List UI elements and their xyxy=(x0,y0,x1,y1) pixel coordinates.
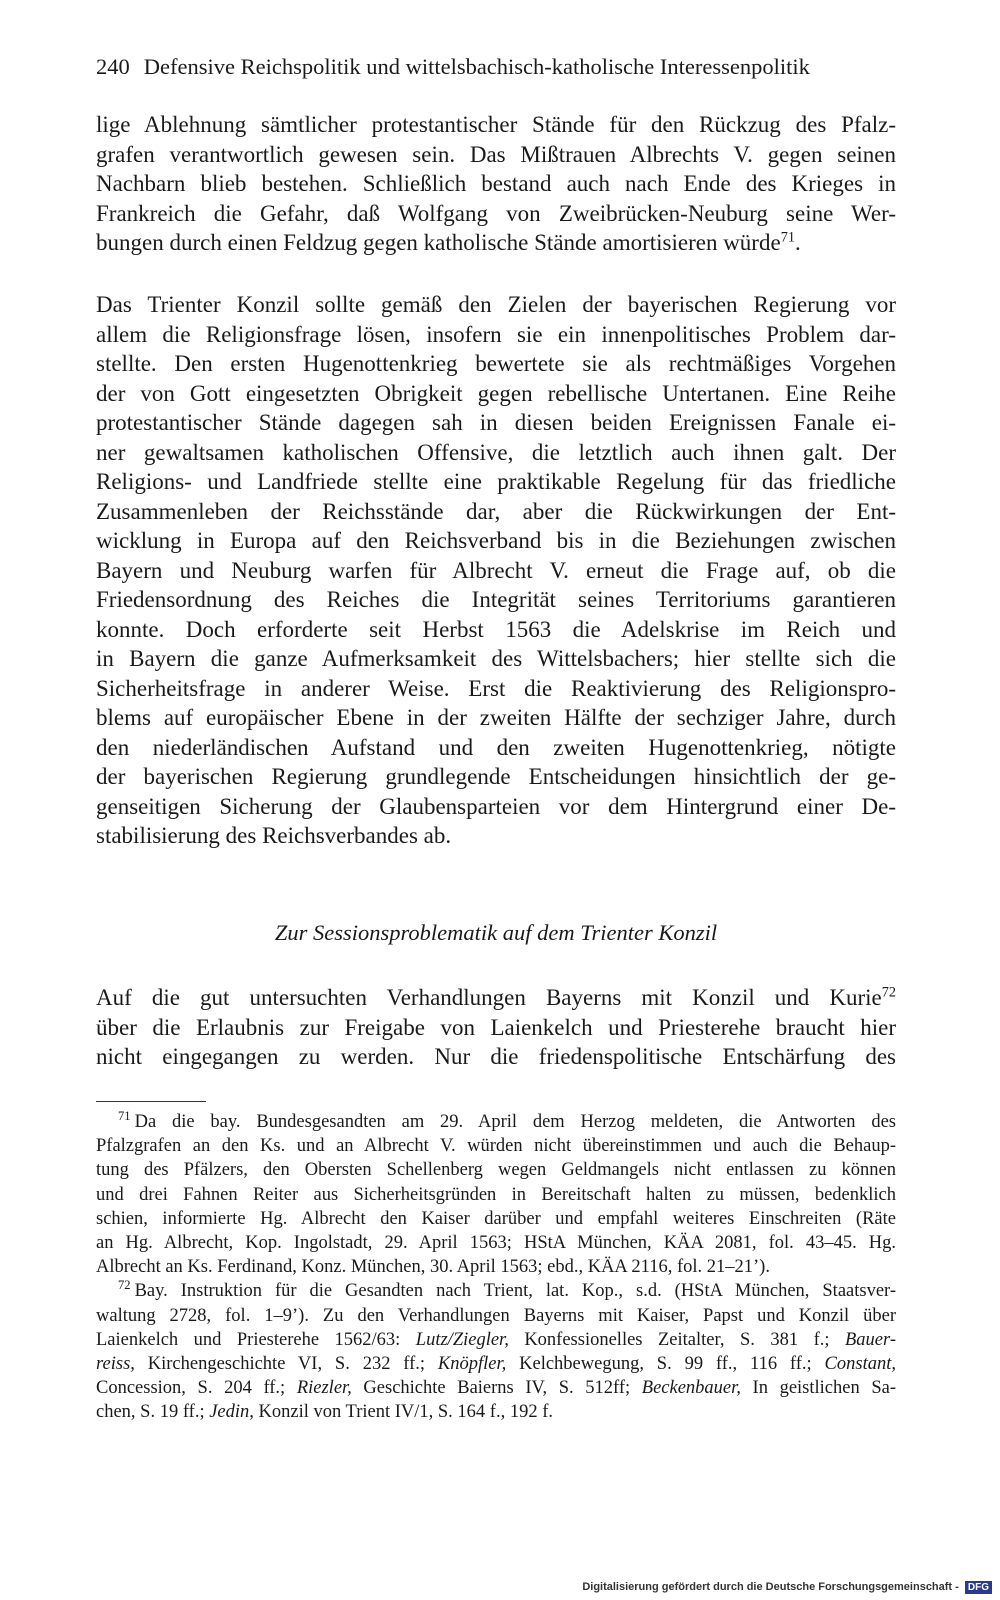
footnote-ref-72[interactable]: 72 xyxy=(881,984,896,1001)
author-name: Bauer- xyxy=(845,1329,897,1350)
author-name: Jedin, xyxy=(209,1402,254,1423)
text-span: In geistlichen Sa- xyxy=(740,1378,896,1399)
footnote-72-line xyxy=(96,1279,896,1303)
text-line: den niederländischen Aufstand und den zweiten Hugenottenkrieg, nötigte xyxy=(96,734,896,760)
text-span: Kelchbewegung, S. 99 ff., 116 ff.; xyxy=(506,1354,825,1375)
running-title: Defensive Reichspolitik und wittelsbachisch-katholische Interessenpolitik xyxy=(143,54,810,79)
text-line: Nachbarn blieb bestehen. Schließlich bestand auch nach Ende des Krieges in xyxy=(96,171,896,196)
author-name: Riezler, xyxy=(296,1378,352,1399)
running-header xyxy=(96,52,886,82)
text-line: Frankreich die Gefahr, daß Wolfgang von Zweibrücken-Neuburg seine Wer- xyxy=(96,200,896,226)
text-span: . xyxy=(794,230,801,255)
page-number: 240 xyxy=(96,54,130,79)
footnote-72-line xyxy=(96,1400,896,1424)
text-line: konnte. Doch erforderte seit Herbst 1563 die Adelskrise im Reich und xyxy=(96,616,896,642)
paragraph-2 xyxy=(96,290,896,851)
footnote-71-line: an Hg. Albrecht, Kop. Ingolstadt, 29. April 1563; HStA München, KÄA 2081, fol. 43–45. Hg. xyxy=(96,1233,896,1254)
footnote-71-line: schien, informierte Hg. Albrecht den Kaiser darüber und empfahl weiteres Einschreiten (Räte xyxy=(96,1208,896,1229)
paragraph-1 xyxy=(96,110,896,258)
footnote-71-line: tung des Pfälzers, den Obersten Schellenberg wegen Geldmangels nicht entlassen zu können xyxy=(96,1160,896,1181)
text-line: Religions- und Landfriede stellte eine praktikable Regelung für das friedliche xyxy=(96,469,896,494)
text-line: protestantischer Stände dagegen sah in diesen beiden Ereignissen Fanale ei- xyxy=(96,410,896,435)
footnote-ref-71[interactable]: 71 xyxy=(780,229,795,246)
footnote-separator xyxy=(96,1101,206,1102)
text-line: über die Erlaubnis zur Freigabe von Laienkelch und Priesterehe braucht hier xyxy=(96,1014,896,1040)
text-line: Das Trienter Konzil sollte gemäß den Zielen der bayerischen Regierung vor xyxy=(96,292,896,317)
footnote-72-line xyxy=(96,1376,896,1400)
footnote-71-number: 71 xyxy=(118,1108,131,1123)
text-line: lige Ablehnung sämtlicher protestantischer Stände für den Rückzug des Pfalz- xyxy=(96,112,896,137)
digitization-credit xyxy=(582,1581,992,1594)
text-span: Kirchengeschichte VI, S. 232 ff.; xyxy=(134,1354,438,1375)
text-line: der bayerischen Regierung grundlegende Entscheidungen hinsichtlich der ge- xyxy=(96,764,896,789)
text-line: stellte. Den ersten Hugenottenkrieg bewertete sie als rechtmäßiges Vorgehen xyxy=(96,351,896,376)
text-line: genseitigen Sicherung der Glaubensparteien vor dem Hintergrund einer De- xyxy=(96,793,896,819)
text-span: chen, S. 19 ff.; xyxy=(96,1402,210,1423)
dfg-logo: DFG xyxy=(965,1581,992,1594)
text-line: blems auf europäischer Ebene in der zweiten Hälfte der sechziger Jahre, durch xyxy=(96,705,896,730)
text-line: stabilisierung des Reichsverbandes ab. xyxy=(96,823,452,848)
text-line: Sicherheitsfrage in anderer Weise. Erst die Reaktivierung des Religionspro- xyxy=(96,675,896,701)
text-span: Laienkelch und Priesterehe 1562/63: xyxy=(96,1329,416,1350)
text-span: Konfessionelles Zeitalter, S. 381 f.; xyxy=(508,1329,845,1350)
text-span: bungen durch einen Feldzug gegen katholische Stände amortisieren würde xyxy=(96,230,781,255)
footnotes xyxy=(96,1110,896,1425)
author-name: reiss, xyxy=(96,1354,135,1375)
footnote-71-line: Pfalzgrafen an den Ks. und an Albrecht V. würden nicht übereinstimmen und auch die Behaup- xyxy=(96,1136,896,1157)
footnote-72-line xyxy=(96,1328,896,1352)
text-span: Bay. Instruktion für die Gesandten nach Trient, lat. Kop., s.d. (HStA München, Staatsver- xyxy=(134,1281,896,1302)
author-name: Beckenbauer, xyxy=(641,1378,741,1399)
footnote-71-line xyxy=(96,1110,896,1134)
paragraph-3 xyxy=(96,983,896,1072)
footnote-72-number: 72 xyxy=(118,1278,131,1293)
text-span: Geschichte Baierns IV, S. 512ff; xyxy=(351,1378,642,1399)
text-line: in Bayern die ganze Aufmerksamkeit des Wittelsbachers; hier stellte sich die xyxy=(96,646,896,671)
text-line: Bayern und Neuburg warfen für Albrecht V. erneut die Frage auf, ob die xyxy=(96,557,896,583)
credit-text: Digitalisierung gefördert durch die Deutsche Forschungsgemeinschaft - xyxy=(582,1581,959,1593)
text-line: grafen verantwortlich gewesen sein. Das Mißtrauen Albrechts V. gegen seinen xyxy=(96,141,896,167)
text-line: ner gewaltsamen katholischen Offensive, die letztlich auch ihnen galt. Der xyxy=(96,439,896,465)
text-span: Konzil von Trient IV/1, S. 164 f., 192 f. xyxy=(253,1402,553,1423)
text-span: Concession, S. 204 ff.; xyxy=(96,1378,297,1399)
section-heading: Zur Sessionsproblematik auf dem Trienter Konzil xyxy=(274,920,718,945)
footnote-71-line: und drei Fahnen Reiter aus Sicherheitsgründen in Bereitschaft halten zu müssen, bedenklich xyxy=(96,1184,896,1205)
text-line: Friedensordnung des Reiches die Integrität seines Territoriums garantieren xyxy=(96,587,896,612)
text-line: allem die Religionsfrage lösen, insofern sie ein innenpolitisches Problem dar- xyxy=(96,321,896,347)
text-line xyxy=(96,228,896,258)
author-name: Knöpfler, xyxy=(437,1354,507,1375)
text-line: der von Gott eingesetzten Obrigkeit gegen rebellische Untertanen. Eine Reihe xyxy=(96,380,896,406)
text-line: nicht eingegangen zu werden. Nur die friedenspolitische Entschärfung des xyxy=(96,1044,896,1069)
text-line: wicklung in Europa auf den Reichsverband bis in die Beziehungen zwischen xyxy=(96,528,896,553)
author-name: Lutz/Ziegler, xyxy=(415,1329,509,1350)
footnote-72-line: waltung 2728, fol. 1–9’). Zu den Verhandlungen Bayerns mit Kaiser, Papst und Konzil über xyxy=(96,1305,896,1326)
text-span: Da die bay. Bundesgesandten am 29. April dem Herzog meldeten, die Antworten des xyxy=(134,1112,896,1132)
footnote-71-line: Albrecht an Ks. Ferdinand, Konz. München, 30. April 1563; ebd., KÄA 2116, fol. 21–21’). xyxy=(96,1257,770,1278)
text-span: Auf die gut untersuchten Verhandlungen Bayerns mit Konzil und Kurie xyxy=(96,985,882,1010)
author-name: Constant, xyxy=(824,1354,896,1375)
footnote-72-line xyxy=(96,1352,896,1376)
text-line: Zusammenleben der Reichsstände dar, aber die Rückwirkungen der Ent- xyxy=(96,498,896,524)
text-line xyxy=(96,983,896,1013)
